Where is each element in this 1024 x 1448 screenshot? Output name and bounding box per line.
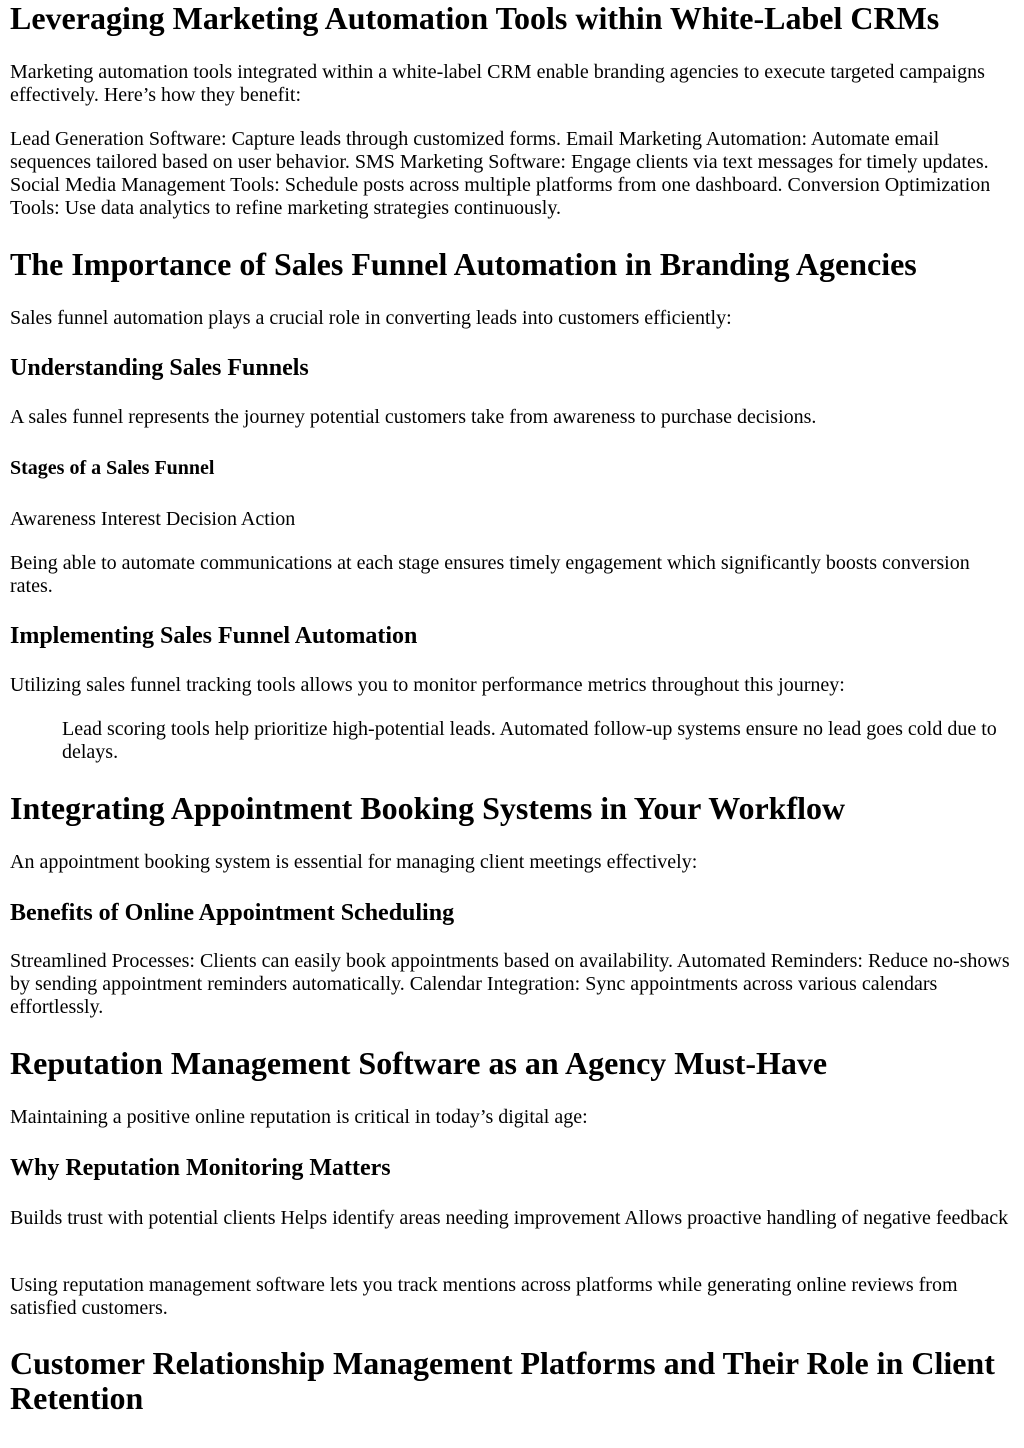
heading-stages-of-sales-funnel: Stages of a Sales Funnel bbox=[10, 457, 215, 479]
implementing-intro: Utilizing sales funnel tracking tools allows you to monitor performance metrics throughout this journey: bbox=[10, 674, 845, 696]
stages-list: Awareness Interest Decision Action bbox=[10, 508, 296, 530]
heading-marketing-tools: Leveraging Marketing Automation Tools within White-Label CRMs bbox=[10, 0, 940, 36]
heading-understanding-sales-funnels: Understanding Sales Funnels bbox=[10, 355, 309, 381]
heading-crm-platforms: Customer Relationship Management Platforms and Their Role in Client Retention bbox=[10, 1345, 995, 1416]
marketing-tools-intro: Marketing automation tools integrated within a white-label CRM enable branding agencies to execute targeted campaigns effectively. Here’s how they benefit: bbox=[10, 61, 985, 106]
heading-appointment-booking: Integrating Appointment Booking Systems in Your Workflow bbox=[10, 790, 846, 826]
marketing-tools-list: Lead Generation Software: Capture leads through customized forms. Email Marketing Automation: Automate email sequences tailored based on user behavior. SMS Marketing Software: Engage clients via text messages for timely updates. Social Media Management Tools: Schedule posts across multiple platforms from one dashboard. Conversion Optimization Tools: Use data analytics to refine marketing strategies continuously. bbox=[10, 128, 991, 219]
booking-intro: An appointment booking system is essential for managing client meetings effectively: bbox=[10, 851, 698, 873]
reputation-intro: Maintaining a positive online reputation is critical in today’s digital age: bbox=[10, 1106, 588, 1128]
heading-implementing-automation: Implementing Sales Funnel Automation bbox=[10, 623, 418, 649]
implementing-quote: Lead scoring tools help prioritize high-potential leads. Automated follow-up systems ensure no lead goes cold due to delays. bbox=[62, 718, 997, 763]
booking-benefits-list: Streamlined Processes: Clients can easily book appointments based on availability. Automated Reminders: Reduce no-shows by sending appointment reminders automatically. Calendar Integration: Sync appointments across various calendars effortlessly. bbox=[10, 950, 1010, 1018]
heading-why-reputation: Why Reputation Monitoring Matters bbox=[10, 1155, 391, 1181]
heading-sales-funnel: The Importance of Sales Funnel Automation in Branding Agencies bbox=[10, 246, 917, 282]
reputation-closing: Using reputation management software lets you track mentions across platforms while generating online reviews from satisfied customers. bbox=[10, 1274, 958, 1319]
why-reputation-list: Builds trust with potential clients Helps identify areas needing improvement Allows proactive handling of negative feedback bbox=[10, 1207, 1009, 1229]
heading-booking-benefits: Benefits of Online Appointment Scheduling bbox=[10, 900, 455, 926]
stages-note: Being able to automate communications at each stage ensures timely engagement which significantly boosts conversion rates. bbox=[10, 552, 970, 597]
heading-reputation: Reputation Management Software as an Agency Must-Have bbox=[10, 1045, 828, 1081]
sales-funnel-intro: Sales funnel automation plays a crucial role in converting leads into customers efficiently: bbox=[10, 307, 732, 329]
understanding-text: A sales funnel represents the journey potential customers take from awareness to purchase decisions. bbox=[10, 406, 817, 428]
